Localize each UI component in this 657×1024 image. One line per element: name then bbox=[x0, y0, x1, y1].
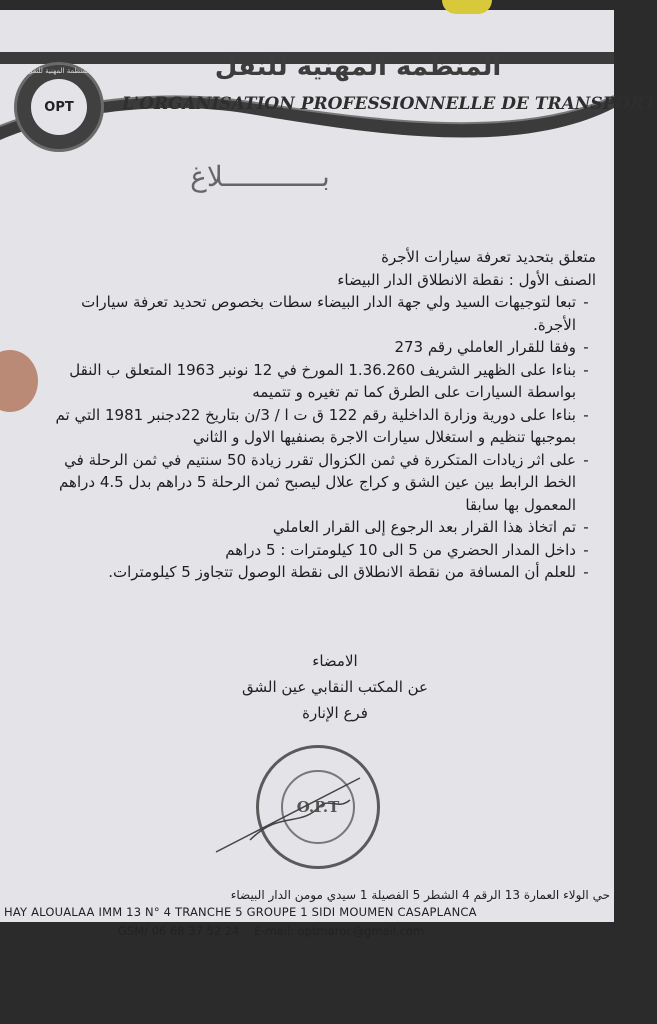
opt-logo bbox=[14, 62, 104, 152]
list-item: - بناءا على الظهير الشريف 1.36.260 المورخ في 12 نونبر 1963 المتعلق ب النقل بواسطة السيارات على الطرق كما تم تغيره و تتميمه bbox=[69, 360, 589, 401]
footer-email: E-mail: optmaroc@gmail.com bbox=[254, 924, 425, 938]
list-item: - على اثر زيادات المتكررة في ثمن الكزوال تقرر زيادة 50 سنتيم في ثمن الرحلة في الخط الرابط بين عين الشق و كراج علال ليصبح ثمن الرحلة 5 دراهم بدل 4.5 دراهم المعمول بها سابقا bbox=[59, 450, 589, 514]
list-item: - داخل المدار الحضري من 5 الى 10 كيلومترات : 5 دراهم bbox=[225, 540, 589, 559]
list-item: - للعلم أن المسافة من نقطة الانطلاق الى نقطة الوصول تتجاوز 5 كيلومترات. bbox=[108, 563, 589, 581]
footer-address-french: HAY ALOUALAA IMM 13 N° 4 TRANCHE 5 GROUPE 1 SIDI MOUMEN CASAPLANCA bbox=[4, 905, 477, 919]
footer-address-arabic: حي الولاء العمارة 13 الرقم 4 الشطر 5 الفصيلة 1 سيدي مومن الدار البيضاء bbox=[230, 888, 610, 902]
handwritten-signature bbox=[210, 770, 370, 860]
category-line: الصنف الأول : نقطة الانطلاق الدار البيضاء bbox=[337, 270, 596, 289]
document-title: بــــــــــــلاغ bbox=[190, 160, 330, 193]
footer-contact bbox=[118, 924, 538, 938]
subject-line: متعلق بتحديد تعرفة سيارات الأجرة bbox=[381, 248, 596, 266]
document-body bbox=[36, 246, 596, 584]
signature-branch: فرع الإنارة bbox=[302, 704, 368, 722]
logo-text: OPT bbox=[31, 79, 87, 135]
footer bbox=[0, 888, 614, 944]
logo-ring-text: المنظمة المهنية للنقل bbox=[27, 67, 91, 75]
list-item: - تبعا لتوجيهات السيد ولي جهة الدار البيضاء سطات بخصوص تحديد تعرفة سيارات الأجرة. bbox=[81, 293, 589, 334]
list-item: - بناءا على دورية وزارة الداخلية رقم 122 ق ت ا / 3/ن بتاريخ 22دجنبر 1981 التي تم بموجبها تنظيم و استغلال سيارات الاجرة بصنفيها الاول و الثاني bbox=[55, 405, 589, 446]
yellow-toy-object bbox=[442, 0, 492, 14]
list-item: - وفقا للقرار العاملي رقم 273 bbox=[394, 338, 589, 356]
document-page bbox=[0, 10, 657, 938]
org-name-arabic: المنظمة المهنية للنقل bbox=[214, 52, 502, 82]
stamp-center-text: O.P.T bbox=[281, 770, 355, 844]
org-name-french: L'ORGANISATION PROFESSIONNELLE DE TRANSPORT bbox=[122, 94, 657, 114]
list-item: - تم اتخاذ هذا القرار بعد الرجوع إلى القرار العاملي bbox=[272, 518, 589, 536]
footer-gsm: GSM/ 06 68 37 52 24 bbox=[118, 924, 240, 938]
signature-office: عن المكتب النقابي عين الشق bbox=[241, 678, 428, 696]
signature-label: الامضاء bbox=[312, 652, 358, 670]
